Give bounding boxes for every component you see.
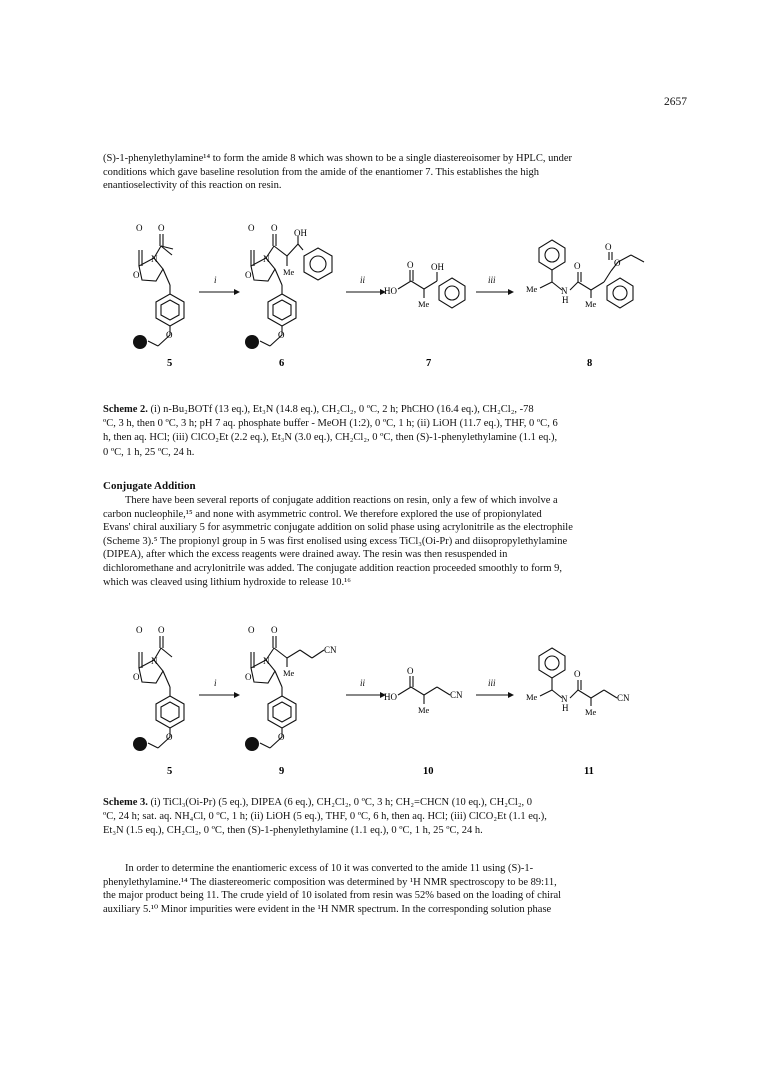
step-label: iii xyxy=(488,275,496,285)
methyl-label: Me xyxy=(418,299,430,309)
caption-text: (i) TiCl₃(Oi-Pr) (5 eq.), DIPEA (6 eq.), CH₂Cl₂, 0 ºC, 3 h; CH₂=CHCN (10 eq.), CH₂Cl₂, 0 xyxy=(150,797,532,808)
atom-label: N xyxy=(561,694,568,704)
step-label: i xyxy=(214,275,217,285)
text-line: carbon nucleophile,¹⁵ and none with asymmetric control. We therefore explored the use of propionylated xyxy=(103,508,542,520)
atom-label: O xyxy=(166,330,173,340)
text-line: There have been several reports of conjugate addition reactions on resin, only a few of which involve a xyxy=(125,495,558,506)
atom-label: O xyxy=(271,223,278,233)
atom-label: N xyxy=(263,254,270,264)
compound-number: 5 xyxy=(167,766,173,777)
caption-label: Scheme 3. xyxy=(103,797,148,808)
atom-label: O xyxy=(248,223,255,233)
compound-number: 5 xyxy=(167,358,173,369)
atom-label: O xyxy=(158,625,165,635)
caption-line: ºC, 3 h, then 0 ºC, 3 h; pH 7 aq. phosphate buffer - MeOH (1:2), 0 ºC, 1 h; (ii) LiOH (11.7 eq.), THF, 0 ºC, 6 xyxy=(103,418,558,430)
atom-label: O xyxy=(407,260,414,270)
atom-label: O xyxy=(614,258,621,268)
atom-label: O xyxy=(158,223,165,233)
step-label: ii xyxy=(360,678,366,688)
text-line: the major product being 11. The crude yield of 10 isolated from resin was 52% based on the loading of chiral xyxy=(103,890,562,902)
compound-number: 8 xyxy=(587,358,593,369)
atom-label: O xyxy=(278,732,285,742)
compound-number: 6 xyxy=(279,358,285,369)
text-line: (DIPEA), after which the excess reagents were drained away. The resin was then resuspended in xyxy=(103,549,508,561)
atom-label: CN xyxy=(450,690,463,700)
caption-line xyxy=(103,796,663,810)
atom-label: O xyxy=(133,672,140,682)
atom-label: H xyxy=(562,703,569,713)
atom-label: CN xyxy=(324,645,337,655)
atom-label: O xyxy=(278,330,285,340)
atom-label: O xyxy=(166,732,173,742)
compound-number: 11 xyxy=(584,766,594,777)
methyl-label: Me xyxy=(585,299,597,309)
page-number: 2657 xyxy=(664,96,687,108)
compound-number: 7 xyxy=(426,358,432,369)
compound-10-structure xyxy=(398,676,450,704)
methyl-label: Me xyxy=(283,267,295,277)
step-label: i xyxy=(214,678,217,688)
atom-label: O xyxy=(248,625,255,635)
methyl-label: Me xyxy=(526,284,538,294)
caption-line: 0 ºC, 1 h, 25 ºC, 24 h. xyxy=(103,446,195,458)
text-line: dichloromethane and acrylonitrile was added. The conjugate addition reaction proceeded smoothly to form 9, xyxy=(103,562,563,574)
methyl-label: Me xyxy=(585,707,597,717)
methyl-label: Me xyxy=(418,705,430,715)
atom-label: O xyxy=(136,223,143,233)
atom-label: H xyxy=(562,295,569,305)
caption-line: Et₃N (1.5 eq.), CH₂Cl₂, 0 ºC, then (S)-1-phenylethylamine (1.1 eq.), 0 ºC, 1 h, 25 ºC, 24 h. xyxy=(103,825,483,837)
compound-5-structure xyxy=(139,636,184,748)
caption-text: (i) n-Bu₂BOTf (13 eq.), Et₃N (14.8 eq.), CH₂Cl₂, 0 ºC, 2 h; PhCHO (16.4 eq.), CH₂Cl₂, -78 xyxy=(150,404,534,415)
caption-line: ºC, 24 h; sat. aq. NH₄Cl, 0 ºC, 1 h; (ii) LiOH (5 eq.), THF, 0 ºC, 6 h, then aq. HCl; (iii) ClCO₂Et (1.1 eq.), xyxy=(103,811,547,823)
text-line: In order to determine the enantiomeric excess of 10 it was converted to the amide 11 using (S)-1- xyxy=(125,863,534,874)
caption-label: Scheme 2. xyxy=(103,404,148,415)
atom-label: OH xyxy=(294,228,307,238)
methyl-label: Me xyxy=(526,692,538,702)
resin-bead-icon xyxy=(133,737,147,751)
text-line: enantioselectivity of this reaction on resin. xyxy=(103,180,282,192)
atom-label: N xyxy=(561,286,568,296)
text-line: auxiliary 5.¹⁰ Minor impurities were evident in the ¹H NMR spectrum. In the corresponding solution phase xyxy=(103,903,552,915)
text-line: which was cleaved using lithium hydroxide to release 10.¹⁶ xyxy=(103,576,351,588)
text-line: conditions which gave baseline resolution from the amide of the enantiomer 7. This establishes the high xyxy=(103,166,540,178)
caption-line: h, then aq. HCl; (iii) ClCO₂Et (2.2 eq.), Et₃N (3.0 eq.), CH₂Cl₂, 0 ºC, then (S)-1-phenylethylamine (1.1 eq.), xyxy=(103,432,558,444)
atom-label: O xyxy=(407,666,414,676)
compound-number: 10 xyxy=(423,766,434,777)
atom-label: N xyxy=(151,254,158,264)
text-line: Evans' chiral auxiliary 5 for asymmetric conjugate addition on solid phase using acrylonitrile as the electrophile xyxy=(103,522,573,534)
atom-label: O xyxy=(574,261,581,271)
compound-number: 9 xyxy=(279,766,285,777)
atom-label: O xyxy=(245,672,252,682)
atom-label: O xyxy=(271,625,278,635)
atom-label: HO xyxy=(384,692,397,702)
compound-9-structure xyxy=(251,636,324,748)
atom-label: HO xyxy=(384,286,397,296)
atom-label: O xyxy=(574,669,581,679)
text-line: phenylethylamine.¹⁴ The diastereomeric composition was determined by ¹H NMR spectroscopy to be 89:11, xyxy=(103,876,557,888)
atom-label: O xyxy=(605,242,612,252)
text-line: (Scheme 3).⁵ The propionyl group in 5 was first enolised using excess TiCl₃(Oi-Pr) and diisopropylethylamine xyxy=(103,535,568,547)
atom-label: N xyxy=(263,656,270,666)
final-paragraph xyxy=(103,862,663,916)
methyl-label: Me xyxy=(283,668,295,678)
atom-label: O xyxy=(245,270,252,280)
section-heading: Conjugate Addition xyxy=(103,480,196,492)
scheme-3-caption xyxy=(103,796,663,839)
resin-bead-icon xyxy=(245,737,259,751)
atom-label: OH xyxy=(431,262,444,272)
atom-label: N xyxy=(151,656,158,666)
text-line: (S)-1-phenylethylamine¹⁴ to form the amide 8 which was shown to be a single diastereoisomer by HPLC, under xyxy=(103,153,572,164)
step-label: iii xyxy=(488,678,496,688)
atom-label: CN xyxy=(617,693,630,703)
atom-label: O xyxy=(136,625,143,635)
atom-label: O xyxy=(133,270,140,280)
step-label: ii xyxy=(360,275,366,285)
